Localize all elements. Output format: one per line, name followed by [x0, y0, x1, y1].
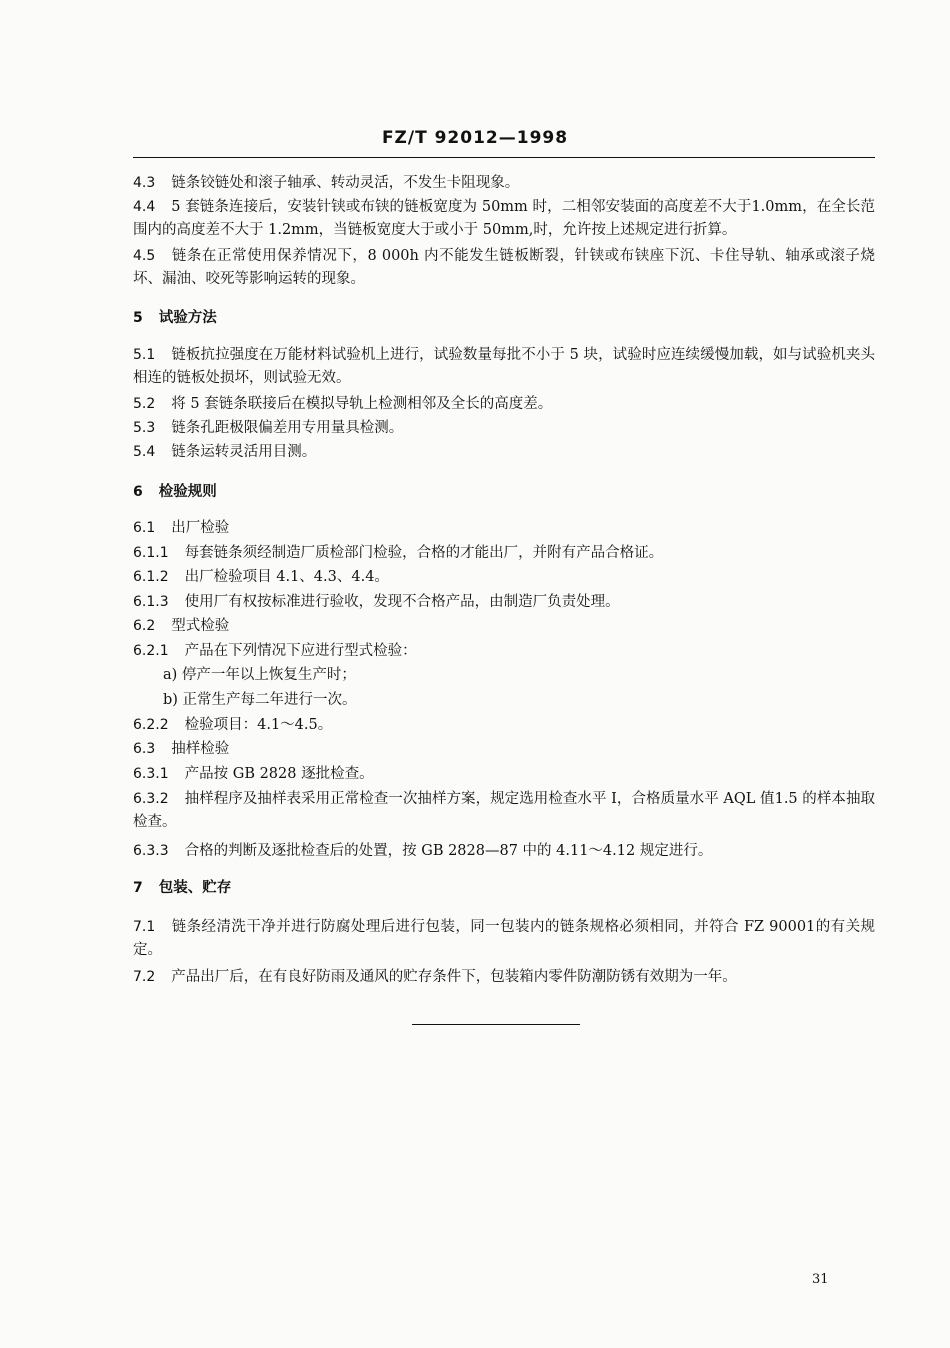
clause-number: 6.3.2: [133, 791, 169, 807]
clause-text: 链条铰链处和滚子轴承、转动灵活，不发生卡阻现象。: [171, 175, 520, 191]
header-rule: [133, 157, 875, 158]
clause-5-3: [133, 417, 875, 440]
clause-text: 链条运转灵活用目测。: [171, 444, 317, 460]
clause-6-1: [133, 517, 875, 540]
clause-7-1: [133, 916, 875, 962]
clause-6-1-2: [133, 566, 875, 589]
clause-number: 4.4: [133, 199, 156, 215]
section-7-heading: [133, 876, 875, 900]
clause-6-2-2: [133, 714, 875, 737]
clause-7-2: [133, 966, 875, 989]
end-rule: [412, 1024, 580, 1025]
clause-text: 检验项目：4.1～4.5。: [184, 717, 333, 733]
clause-text: 链条经清洗干净并进行防腐处理后进行包装，同一包装内的链条规格必须相同，并符合 FZ 90001的有关规定。: [133, 919, 875, 958]
clause-text: 抽样程序及抽样表采用正常检查一次抽样方案，规定选用检查水平 Ⅰ，合格质量水平 AQL 值1.5 的样本抽取检查。: [133, 791, 875, 830]
clause-6-2: [133, 615, 875, 638]
clause-6-2-1: [133, 640, 875, 663]
clause-number: 5.3: [133, 420, 156, 436]
page-number: 31: [812, 1272, 829, 1287]
clause-number: 5.4: [133, 444, 156, 460]
clause-text: 合格的判断及逐批检查后的处置，按 GB 2828—87 中的 4.11～4.12 规定进行。: [184, 843, 713, 859]
clause-6-3-3: [133, 840, 875, 863]
section-6-heading: [133, 480, 875, 504]
clause-number: 6.1.2: [133, 569, 169, 585]
clause-text: 出厂检验项目 4.1、4.3、4.4。: [184, 569, 389, 585]
section-title: 检验规则: [158, 483, 217, 500]
section-number: 5: [133, 310, 143, 326]
section-number: 6: [133, 484, 143, 500]
clause-text: 产品在下列情况下应进行型式检验：: [184, 643, 417, 659]
clause-6-1-3: [133, 591, 875, 614]
clause-number: 6.1: [133, 520, 156, 536]
clause-text: 出厂检验: [171, 520, 230, 536]
clause-4-4: [133, 196, 875, 242]
section-title: 包装、贮存: [158, 879, 232, 896]
clause-6-1-1: [133, 542, 875, 565]
clause-6-3: [133, 738, 875, 761]
clause-6-3-2: [133, 788, 875, 834]
clause-6-3-1: [133, 763, 875, 786]
clause-text: 抽样检验: [171, 741, 230, 757]
clause-5-1: [133, 344, 875, 390]
clause-text: 型式检验: [171, 618, 230, 634]
clause-text: 链条孔距极限偏差用专用量具检测。: [171, 420, 404, 436]
clause-4-5: [133, 245, 875, 291]
clause-number: 6.1.1: [133, 545, 169, 561]
clause-number: 4.5: [133, 248, 156, 264]
clause-text: 5 套链条连接后，安装针铗或布铗的链板宽度为 50mm 时，二相邻安装面的高度差不大于1.0mm，在全长范围内的高度差不大于 1.2mm，当链板宽度大于或小于 50mm,时，允许按上述规定进行折算。: [133, 199, 875, 238]
clause-text: 产品按 GB 2828 逐批检查。: [184, 766, 374, 782]
clause-text: 链条在正常使用保养情况下，8 000h 内不能发生链板断裂，针铗或布铗座下沉、卡住导轨、轴承或滚子烧坏、漏油、咬死等影响运转的现象。: [133, 248, 875, 287]
section-title: 试验方法: [158, 309, 217, 326]
clause-number: 5.1: [133, 347, 156, 363]
clause-number: 6.2: [133, 618, 156, 634]
clause-text: 产品出厂后，在有良好防雨及通风的贮存条件下，包装箱内零件防潮防锈有效期为一年。: [171, 969, 737, 985]
list-item-a: [163, 664, 905, 687]
clause-5-2: [133, 393, 875, 416]
clause-number: 7.2: [133, 969, 156, 985]
list-item-text: a) 停产一年以上恢复生产时；: [163, 667, 356, 683]
clause-number: 6.3.1: [133, 766, 169, 782]
list-item-b: [163, 689, 905, 712]
section-number: 7: [133, 880, 143, 896]
clause-number: 5.2: [133, 396, 156, 412]
clause-number: 4.3: [133, 175, 156, 191]
clause-number: 6.3: [133, 741, 156, 757]
list-item-text: b) 正常生产每二年进行一次。: [163, 692, 357, 708]
clause-number: 6.2.2: [133, 717, 169, 733]
clause-number: 6.3.3: [133, 843, 169, 859]
clause-text: 链板抗拉强度在万能材料试验机上进行，试验数量每批不小于 5 块，试验时应连续缓慢加载，如与试验机夹头相连的链板处损坏，则试验无效。: [133, 347, 875, 386]
clause-text: 每套链条须经制造厂质检部门检验，合格的才能出厂，并附有产品合格证。: [184, 545, 664, 561]
clause-number: 6.1.3: [133, 594, 169, 610]
standard-code-header: FZ/T 92012—1998: [381, 128, 569, 148]
clause-text: 使用厂有权按标准进行验收，发现不合格产品，由制造厂负责处理。: [184, 594, 620, 610]
clause-number: 6.2.1: [133, 643, 169, 659]
clause-text: 将 5 套链条联接后在模拟导轨上检测相邻及全长的高度差。: [171, 396, 553, 412]
clause-5-4: [133, 441, 875, 464]
section-5-heading: [133, 306, 875, 330]
clause-number: 7.1: [133, 919, 156, 935]
clause-4-3: [133, 172, 875, 195]
